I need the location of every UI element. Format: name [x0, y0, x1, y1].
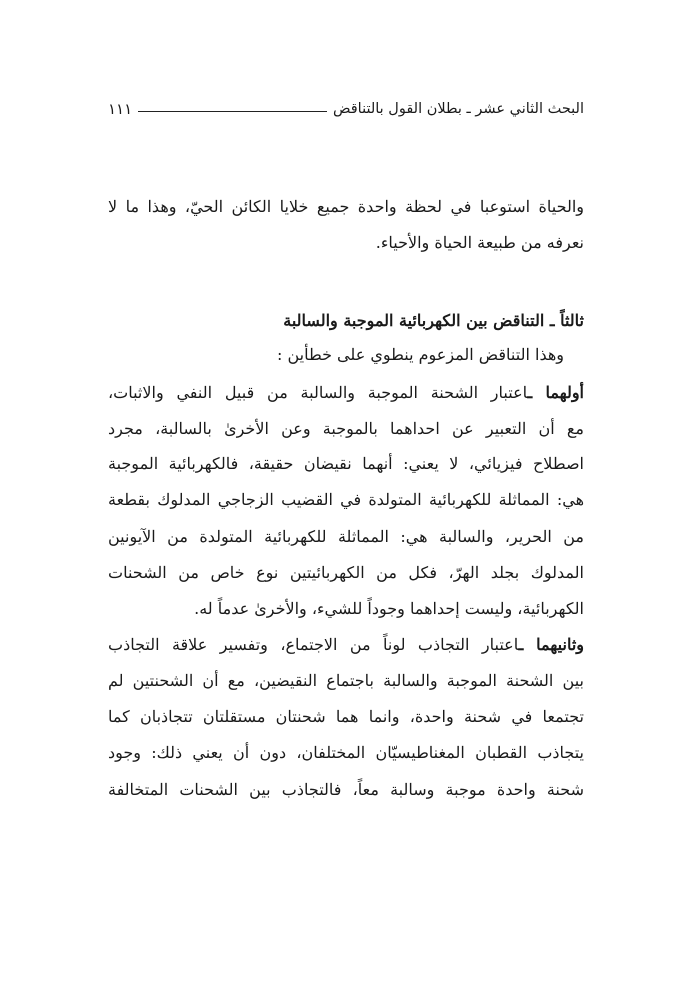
running-header: [108, 96, 584, 122]
second-point-text: اعتبار التجاذب لوناً من الاجتماع، وتفسير علاقة التجاذب: [108, 635, 519, 654]
body-line: من الحرير، والسالبة هي: المماثلة للكهربائية المتولدة من الآيونين: [108, 527, 584, 546]
body-line: والحياة استوعبا في لحظة واحدة جميع خلايا الكائن الحيّ، وهذا ما لا: [108, 197, 584, 216]
body-line: اصطلاح فيزيائي، لا يعني: أنهما نقيضان حقيقة، فالكهربائية الموجبة: [108, 454, 584, 473]
page-number: ١١١: [108, 100, 133, 118]
body-line: المدلوك بجلد الهرّ، فكل من الكهربائيتين نوع خاص من الشحنات: [108, 563, 584, 582]
body-line: يتجاذب القطبان المغناطيسيّان المختلفان، دون أن يعني ذلك: وجود: [108, 743, 584, 762]
second-point-lead: وثانيهما ـ: [518, 635, 585, 654]
body-line: مع أن التعبير عن احداهما بالموجبة وعن الأخرىٰ بالسالبة، مجرد: [108, 419, 584, 438]
first-point-line: [108, 383, 584, 403]
body-line: الكهربائية، وليست إحداهما وجوداً للشيء، والأخرىٰ عدماً له.: [194, 599, 584, 618]
body-line: تجتمعا في شحنة واحدة، وانما هما شحنتان مستقلتان تتجاذبان كما: [108, 707, 584, 726]
body-line: شحنة واحدة موجبة وسالبة معاً، فالتجاذب بين الشحنات المتخالفة: [108, 780, 584, 799]
second-point-line: [108, 635, 584, 655]
section-intro-line: وهذا التناقض المزعوم ينطوي على خطأين :: [276, 345, 564, 364]
header-title: البحث الثاني عشر ـ بطلان القول بالتناقض: [332, 101, 584, 117]
body-line: هي: المماثلة للكهربائية المتولدة في القضيب الزجاجي المدلوك بقطعة: [108, 490, 584, 509]
first-point-lead: أولهما ـ: [527, 383, 584, 402]
header-rule: [138, 111, 327, 112]
body-line: نعرفه من طبيعة الحياة والأحياء.: [375, 233, 584, 252]
body-line: بين الشحنة الموجبة والسالبة باجتماع النقيضين، مع أن الشحنتين لم: [108, 671, 584, 690]
section-heading: ثالثاً ـ التناقض بين الكهربائية الموجبة والسالبة: [283, 311, 584, 330]
first-point-text: اعتبار الشحنة الموجبة والسالبة من قبيل النفي والاثبات،: [108, 383, 528, 402]
